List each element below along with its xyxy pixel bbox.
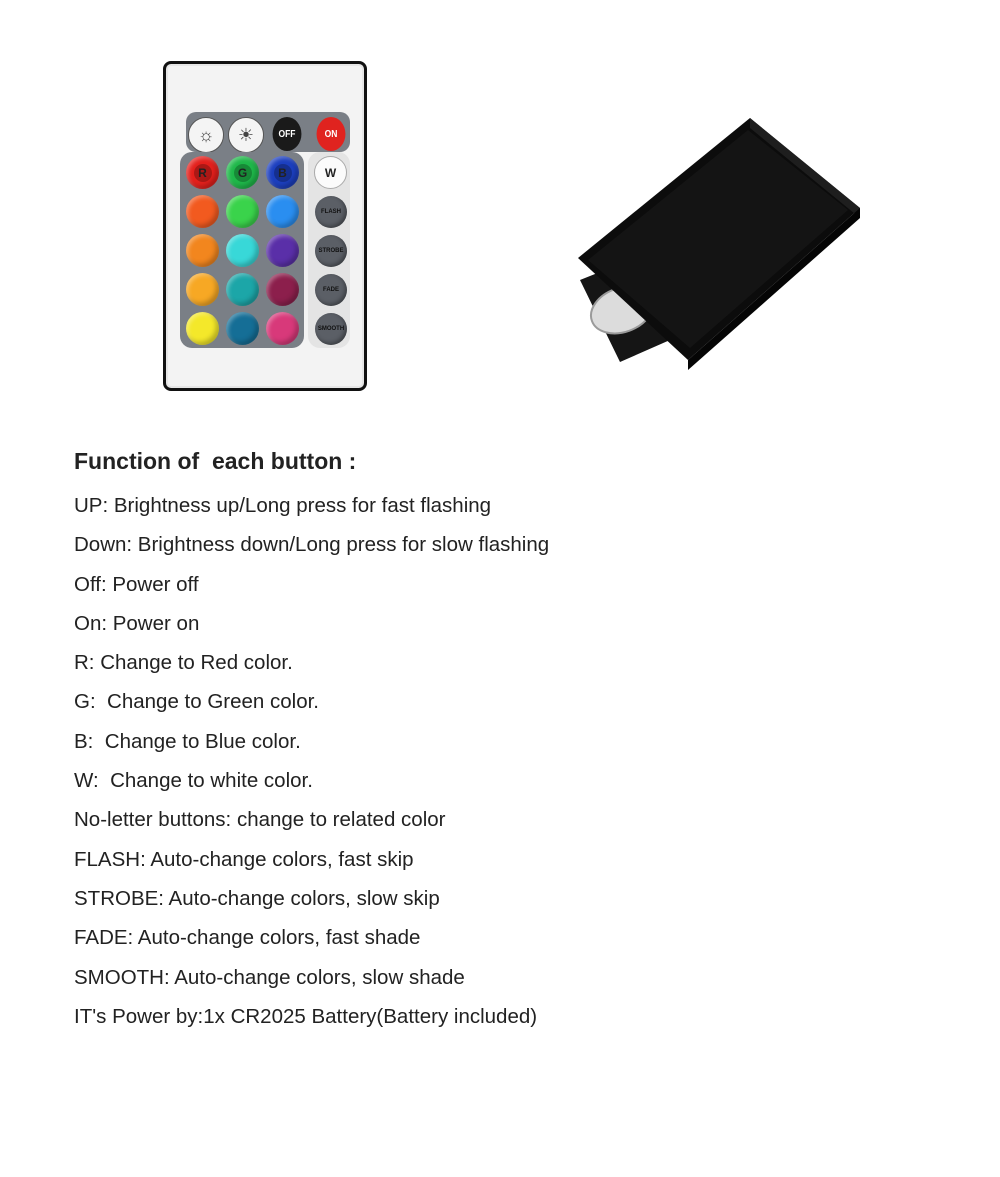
function-line: W: Change to white color. <box>74 769 313 793</box>
function-button-fade: FADE <box>315 274 347 306</box>
color-button <box>186 195 219 228</box>
function-line: Off: Power off <box>74 572 199 596</box>
off-button: OFF <box>273 117 302 151</box>
color-button-g <box>226 156 259 189</box>
on-button: ON <box>317 117 346 151</box>
color-button <box>266 195 299 228</box>
function-line: Down: Brightness down/Long press for slow flashing <box>74 533 550 557</box>
color-button-label: G <box>234 164 252 182</box>
color-button <box>266 234 299 267</box>
function-line: SMOOTH: Auto-change colors, slow shade <box>74 965 465 989</box>
color-button-label: R <box>194 164 212 182</box>
color-button <box>266 312 299 345</box>
function-button-smooth: SMOOTH <box>315 313 347 345</box>
function-list <box>74 492 549 1042</box>
function-line: G: Change to Green color. <box>74 690 319 714</box>
function-button-flash: FLASH <box>315 196 347 228</box>
function-line: STROBE: Auto-change colors, slow skip <box>74 886 440 910</box>
function-line: FLASH: Auto-change colors, fast skip <box>74 847 414 871</box>
brightness-down-icon: ☼ <box>188 117 224 153</box>
function-line: R: Change to Red color. <box>74 651 293 675</box>
function-line: IT's Power by:1x CR2025 Battery(Battery included) <box>74 1004 538 1028</box>
function-line: No-letter buttons: change to related color <box>74 808 446 832</box>
function-line: B: Change to Blue color. <box>74 729 301 753</box>
color-button <box>266 273 299 306</box>
white-button: W <box>314 156 347 189</box>
remote-back-image <box>560 110 880 380</box>
color-button <box>226 273 259 306</box>
color-button <box>186 312 219 345</box>
remote-front-image <box>163 61 367 391</box>
color-button-r <box>186 156 219 189</box>
function-line: On: Power on <box>74 611 200 635</box>
brightness-up-icon: ☀ <box>228 117 264 153</box>
remote-back-drawing <box>560 110 880 380</box>
color-button <box>226 312 259 345</box>
page-title: Function of each button : <box>74 448 357 474</box>
color-button-label: B <box>274 164 292 182</box>
color-button <box>186 234 219 267</box>
function-button-strobe: STROBE <box>315 235 347 267</box>
color-button <box>226 234 259 267</box>
color-button-b <box>266 156 299 189</box>
function-line: FADE: Auto-change colors, fast shade <box>74 926 421 950</box>
function-line: UP: Brightness up/Long press for fast flashing <box>74 494 492 517</box>
color-button <box>226 195 259 228</box>
color-button <box>186 273 219 306</box>
